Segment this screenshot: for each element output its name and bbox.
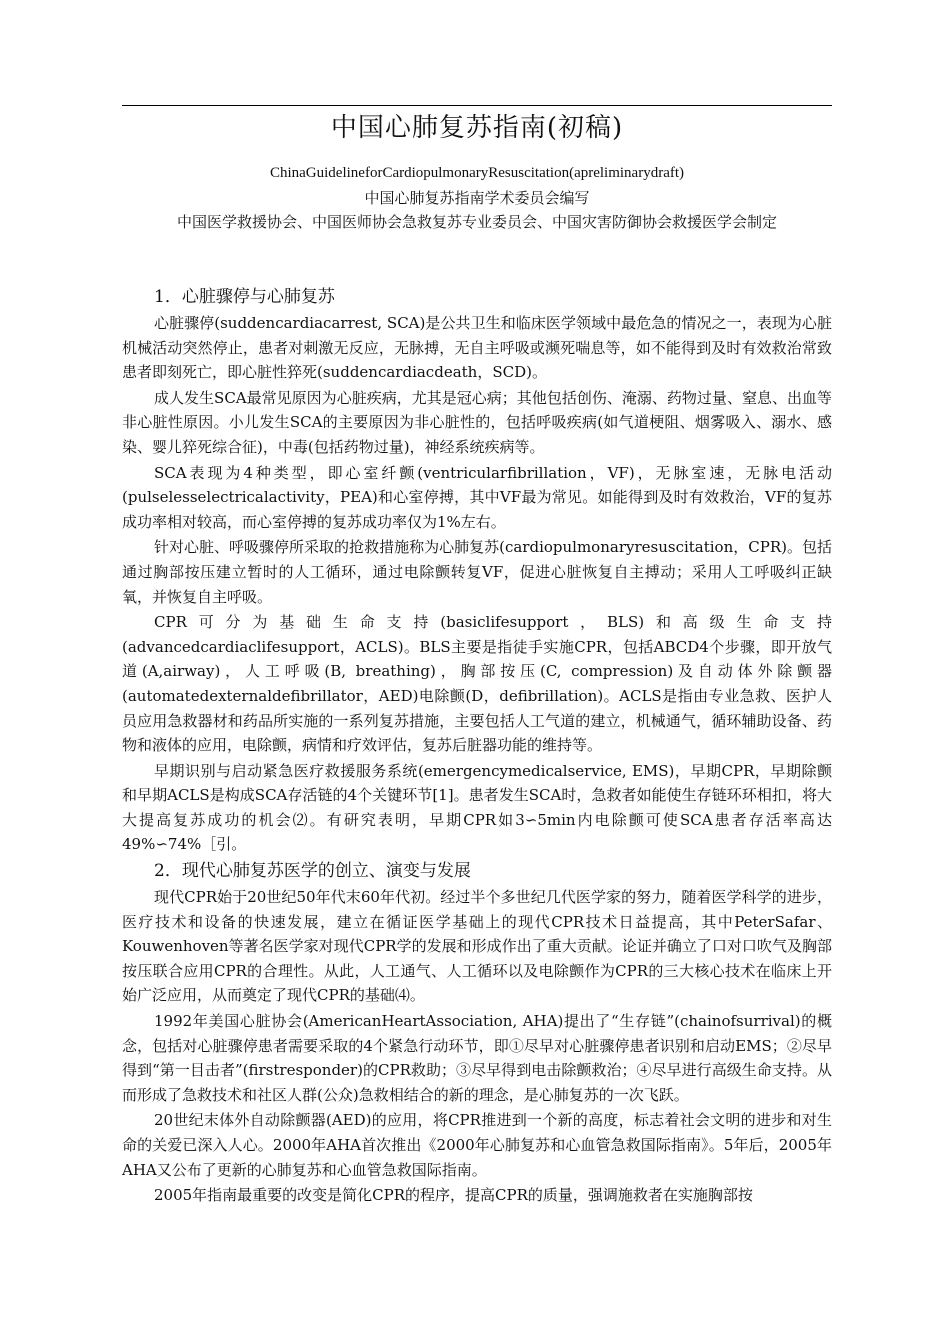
paragraph: 早期识别与启动紧急医疗救援服务系统(emergencymedicalservice, EMS)，早期CPR，早期除颤和早期ACLS是构成SCA存活链的4个关键环节[1]。患者发生SCA时，急救者如能使生存链环环相扣，将大大提高复苏成功的机会⑵。有研究表明，早期CPR如3∽5min内电除颤可使SCA患者存活率高达49%∽74%［引。 — [122, 761, 832, 854]
paragraph: 20世纪末体外自动除颤器(AED)的应用，将CPR推进到一个新的高度，标志着社会文明的进步和对生命的关爱已深入人心。2000年AHA首次推出《2000年心肺复苏和心血管急救国际指南》。5年后，2005年AHA又公布了更新的心肺复苏和心血管急救国际指南。 — [122, 1111, 832, 1179]
paragraph: 现代CPR始于20世纪50年代末60年代初。经过半个多世纪几代医学家的努力，随着医学科学的进步，医疗技术和设备的快速发展，建立在循证医学基础上的现代CPR技术日益提高，其中PeterSafar、Kouwenhoven等著名医学家对现代CPR学的发展和形成作出了重大贡献。论证并确立了口对口吹气及胸部按压联合应用CPR的合理性。从此，人工通气、人工循环以及电除颤作为CPR的三大核心技术在临床上开始广泛应用，从而奠定了现代CPR的基础⑷。 — [122, 888, 832, 1005]
english-title: ChinaGuidelineforCardiopulmonaryResuscitation(apreliminarydraft) — [269, 165, 685, 181]
document-title: 中国心肺复苏指南(初稿) — [330, 113, 624, 143]
committee-line: 中国心肺复苏指南学术委员会编写 — [364, 189, 590, 207]
paragraph: 2005年指南最重要的改变是简化CPR的程序，提高CPR的质量，强调施救者在实施胸部按 — [154, 1186, 753, 1205]
paragraph: SCA表现为4种类型，即心室纤颤(ventricularfibrillation，VF)，无脉室速，无脉电活动(pulselesselectricalactivity，PEA)和心室停搏，其中VF最为常见。如能得到及时有效救治，VF的复苏成功率相对较高，而心室停搏的复苏成功率仅为1%左右。 — [122, 463, 832, 531]
paragraph: 成人发生SCA最常见原因为心脏疾病，尤其是冠心病；其他包括创伤、淹溺、药物过量、窒息、出血等非心脏性原因。小儿发生SCA的主要原因为非心脏性的，包括呼吸疾病(如气道梗阻、烟雾吸入、溺水、感染、婴儿猝死综合征)，中毒(包括药物过量)，神经系统疾病等。 — [122, 388, 832, 456]
document-body — [122, 284, 832, 1208]
section-heading: 2．现代心肺复苏医学的创立、演变与发展 — [154, 861, 471, 882]
organizations-line: 中国医学救援协会、中国医师协会急救复苏专业委员会、中国灾害防御协会救援医学会制定 — [176, 213, 777, 231]
header-rule — [122, 105, 832, 106]
paragraph: 心脏骤停(suddencardiacarrest, SCA)是公共卫生和临床医学领域中最危急的情况之一，表现为心脏机械活动突然停止，患者对刺激无反应，无脉搏，无自主呼吸或濒死喘息等，如不能得到及时有效救治常致患者即刻死亡，即心脏性猝死(suddencardiacdeath，SCD)。 — [122, 314, 832, 382]
paragraph: 1992年美国心脏协会(AmericanHeartAssociation, AHA)提出了“生存链”(chainofsurrival)的概念，包括对心脏骤停患者需要采取的4个紧急行动环节，即①尽早对心脏骤停患者识别和启动EMS；②尽早得到“第一目击者”(firstresponder)的CPR救助；③尽早得到电击除颤救治；④尽早进行高级生命支持。从而形成了急救技术和社区人群(公众)急救相结合的新的理念，是心肺复苏的一次飞跃。 — [122, 1012, 832, 1104]
paragraph: CPR可分为基础生命支持(basiclifesupport，BLS)和高级生命支持(advancedcardiaclifesupport，ACLS)。BLS主要是指徒手实施CPR，包括ABCD4个步骤，即开放气道(A,airway)，人工呼吸(B, breathing)，胸部按压(C, compression)及自动体外除颤器(automatedexternaldefibrillator，AED)电除颤(D，defibrillation)。ACLS是指由专业急救、医护人员应用急救器材和药品所实施的一系列复苏措施，主要包括人工气道的建立，机械通气，循环辅助设备、药物和液体的应用，电除颤，病情和疗效评估，复苏后脏器功能的维持等。 — [122, 613, 832, 755]
paragraph: 针对心脏、呼吸骤停所采取的抢救措施称为心肺复苏(cardiopulmonaryresuscitation，CPR)。包括通过胸部按压建立暂时的人工循环，通过电除颤转复VF，促进心脏恢复自主搏动；采用人工呼吸纠正缺氧，并恢复自主呼吸。 — [122, 538, 832, 606]
section-heading: 1．心脏骤停与心肺复苏 — [154, 287, 335, 307]
